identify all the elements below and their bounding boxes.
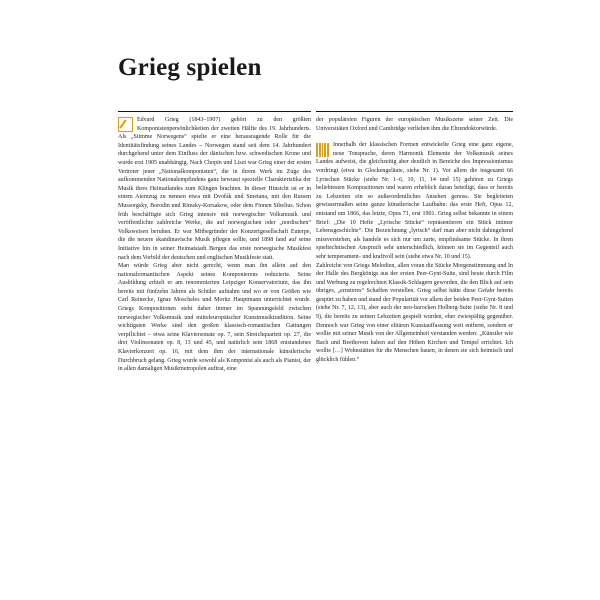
- left-column: [118, 116, 311, 576]
- body-paragraph: Innerhalb der klassischen Formen entwickelte Grieg eine ganz eigene, neue Tonsprache, deren Harmonik Elemente der Volksmusik seines Landes aufweist, die gleichzeitig aber deutlich in Bereiche des Impressionismus vordringt (etwa in Glockengeläute, siehe Nr. 1). Vor allem die insgesamt 66 Lyrischen Stücke (siehe Nr. 1–6, 10, 11, 14 und 15) gehören zu Griegs beliebtesten Kompositionen und waren erheblich daran beteiligt, dass er bereits zu Lebzeiten ein so außerordentliches Ansehen genoss. Sie begleiteten gewissermaßen seine ganze künstlerische Laufbahn: das erste Heft, Opus 12, entstand um 1866, das letzte, Opus 71, erst 1901. Grieg selbst bekannte in einem Brief: „Die 10 Hefte „Lyrische Stücke“ repräsentieren ein Stück intimer Lebensgeschichte“. Die Bezeichnung „lyrisch“ darf man aber nicht dahingehend missverstehen, als handele es sich nur um zarte, empfindsame Stücke. In ihren spieltechnischen Anspruch sehr unterschiedlich, können sie im Gegenteil auch sehr temperament- und kraftvoll sein (siehe etwa Nr. 10 und 15).: [316, 142, 513, 260]
- body-paragraph: Edvard Grieg (1843–1907) gehört zu den größten Komponistenpersönlichkeiten der zweiten Hälfte des 19. Jahrhunderts. Als „Stimme Norwegens“ spielte er eine herausragende Rolle für die Identitätsfindung seines Landes – Norwegen stand seit dem 14. Jahrhundert durchgehend unter dem Einfluss der dänischen bzw. schwedischen Krone und wurde erst 1905 unabhängig. Nach Chopin und Liszt war Grieg einer der ersten Vertreter jener „Nationalkomponisten“, die in ihrem Werk im Zuge des aufkommenden Nationalempfindens ganz bewusst spezielle Charakteristika der Musik ihres Heimatlandes zum Klingen brachten. In dieser Hinsicht ist er in einem Atemzug zu nennen etwa mit Dvořák und Smetana, mit den Russen Mussorgsky, Borodin und Rimsky-Korsakow, oder dem Finnen Sibelius. Schon früh beschäftigte sich Grieg intensiv mit norwegischer Volksmusik und veröffentlichte zahlreiche Werke, die auf norwegischen oder „nordischen“ Volksweisen beruhen. Er war Mitbegründer der Konzertgesellschaft Euterpe, die die neuere skandinavische Musik pflegen sollte, und 1898 fand auf seine Initiative hin in seiner Heimatstadt Bergen das erste norwegische Musikfest nach dem Vorbild der deutschen und englischen Musikfeste statt.: [118, 117, 311, 261]
- paragraph-gap: [316, 133, 513, 141]
- body-paragraph: Zahlreiche von Griegs Melodien, allen voran die Stücke Morgenstimmung und In der Halle des Bergkönigs aus der ersten Peer-Gynt-Suite, sind heute durch Film und Werbung zu regelrechten Klassik-Schlagern geworden, die den Blick auf sein übriges, „ernsteres“ Schaffen verstellen. Grieg selbst hätte diese Gefahr bereits gespürt zu haben und stand der Popularität vor allem der beiden Peer-Gynt-Suiten (siehe Nr. 7, 12, 13), aber auch der neo-barocken Holberg-Suite (siehe Nr. 8 und 9), die bereits zu seinen Lebzeiten gespielt wurden, eher zwiespältig gegenüber. Dennoch war Grieg von einer elitären Kunstauffassung weit entfernt, sondern er wollte mit seiner Musik von der Allgemeinheit verstanden werden: „Künstler wie Bach und Beethoven haben auf den Höhen Kirchen und Tempel errichtet. Ich wollte […] Wohnstätten für die Menschen bauen, in denen sie sich heimisch und glücklich fühlen.“: [316, 262, 513, 364]
- right-column-rule: [316, 111, 513, 112]
- piano-keys-icon: [316, 143, 329, 157]
- right-column: [316, 116, 513, 576]
- quill-icon: [118, 117, 133, 132]
- body-paragraph: der populärsten Figuren der europäischen Musikszene seiner Zeit. Die Universitäten Oxford und Cambridge verliehen ihm die Ehrendoktorwürde.: [316, 117, 513, 132]
- body-paragraph: Man würde Grieg aber nicht gerecht, wenn man ihn allein auf den nationalromantischen Aspekt seines Komponierens reduzierte. Seine Ausbildung erhielt er am renommierten Leipziger Konservatorium, das ihn bereits mit fünfzehn Jahren als Schüler aufnahm und wo er von Größen wie Carl Reinecke, Ignaz Moscheles und Moritz Hauptmann unterrichtet wurde. Griegs Kompositionen steht daher immer im Spannungsfeld zwischen norwegischer Volksmusik und mitteleuropäischer Kunstmusiktradition. Seine wichtigsten Werke sind den großen klassisch-romantischen Gattungen verpflichtet – etwa seine Klaviersonate op. 7, sein Streichquartett op. 27, die drei Violinsonaten op. 8, 13 und 45, und natürlich sein 1868 entstandenes Klavierkonzert op. 16, mit dem ihm der internationale künstlerische Durchbruch gelang. Grieg wurde sowohl als Komponist als auch als Pianist, der in allen damaligen Musikmetropolen auftrat, eine: [118, 263, 311, 373]
- page-title: Grieg spielen: [118, 54, 262, 81]
- left-column-rule: [118, 111, 311, 112]
